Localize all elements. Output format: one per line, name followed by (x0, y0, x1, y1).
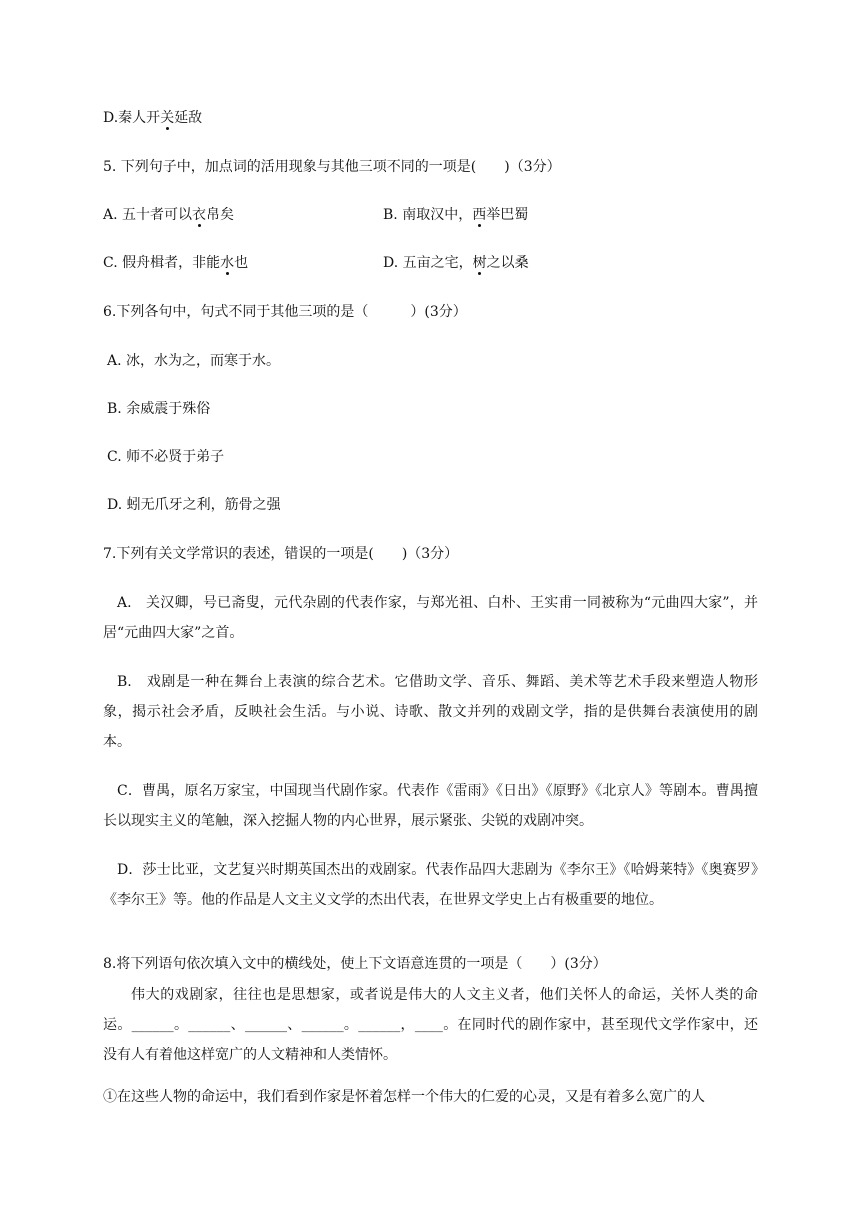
q8-item-1: ①在这些人物的命运中，我们看到作家是怀着怎样一个伟大的仁爱的心灵，又是有着多么宽广的人 (103, 1089, 705, 1105)
q6-option-a: A. 冰，水为之，而寒于水。 (107, 353, 281, 369)
emphasis-dot-char: 关 (160, 110, 175, 126)
q5-option-b: B. 南取汉中，西举巴蜀 (383, 207, 529, 223)
q5-option-a: A. 五十者可以衣帛矣 (103, 207, 235, 223)
q6-stem: 6.下列各句中，句式不同于其他三项的是（ ）(3分） (103, 304, 467, 320)
q5-option-c: C. 假舟楫者，非能水也 (103, 255, 249, 271)
q7-stem: 7.下列有关文学常识的表述，错误的一项是( )（3分） (103, 546, 459, 562)
q7-option-d: D．莎士比亚，文艺复兴时期英国杰出的戏剧家。代表作品四大悲剧为《李尔王》《哈姆莱特》《奥赛罗》《李尔王》等。他的作品是人文主义文学的杰出代表，在世界文学史上占有极重要的地位。 (103, 862, 758, 908)
q6-option-b: B. 余威震于殊俗 (107, 401, 211, 417)
q5-option-d: D. 五亩之宅，树之以桑 (383, 255, 529, 271)
q6-option-d: D. 蚓无爪牙之利，筋骨之强 (107, 497, 281, 513)
q7-option-b: B. 戏剧是一种在舞台上表演的综合艺术。它借助文学、音乐、舞蹈、美术等艺术手段来塑造人物形象，揭示社会矛盾，反映社会生活。与小说、诗歌、散文并列的戏剧文学，指的是供舞台表演使用的剧本。 (103, 674, 758, 750)
emphasis-dot-char: 衣 (192, 207, 207, 223)
q4-option-d: D.秦人开关延敌 (103, 110, 203, 126)
q7-option-a: A. 关汉卿，号已斋叟，元代杂剧的代表作家，与郑光祖、白朴、王实甫一同被称为“元曲四大家”，并居“元曲四大家”之首。 (103, 595, 758, 641)
emphasis-dot-char: 水 (220, 255, 235, 271)
q5-stem: 5. 下列句子中，加点词的活用现象与其他三项不同的一项是( )（3分） (103, 159, 561, 175)
q6-option-c: C. 师不必贤于弟子 (107, 449, 225, 465)
q7-option-c: C．曹禺，原名万家宝，中国现当代剧作家。代表作《雷雨》《日出》《原野》《北京人》等剧本。曹禺擅长以现实主义的笔触，深入挖掘人物的内心世界，展示紧张、尖锐的戏剧冲突。 (103, 783, 758, 829)
emphasis-dot-char: 树 (472, 255, 487, 271)
emphasis-dot-char: 西 (472, 207, 487, 223)
q8-stem: 8.将下列语句依次填入文中的横线处，使上下文语意连贯的一项是（ ）(3分） (103, 956, 607, 972)
q8-passage: 伟大的戏剧家，往往也是思想家，或者说是伟大的人文主义者，他们关怀人的命运，关怀人类的命运。______。______、______、______。______，____。在同时代的剧作家中，甚至现代文学作家中，还没有人有着他这样宽广的人文精神和人类情怀。 (103, 987, 758, 1063)
